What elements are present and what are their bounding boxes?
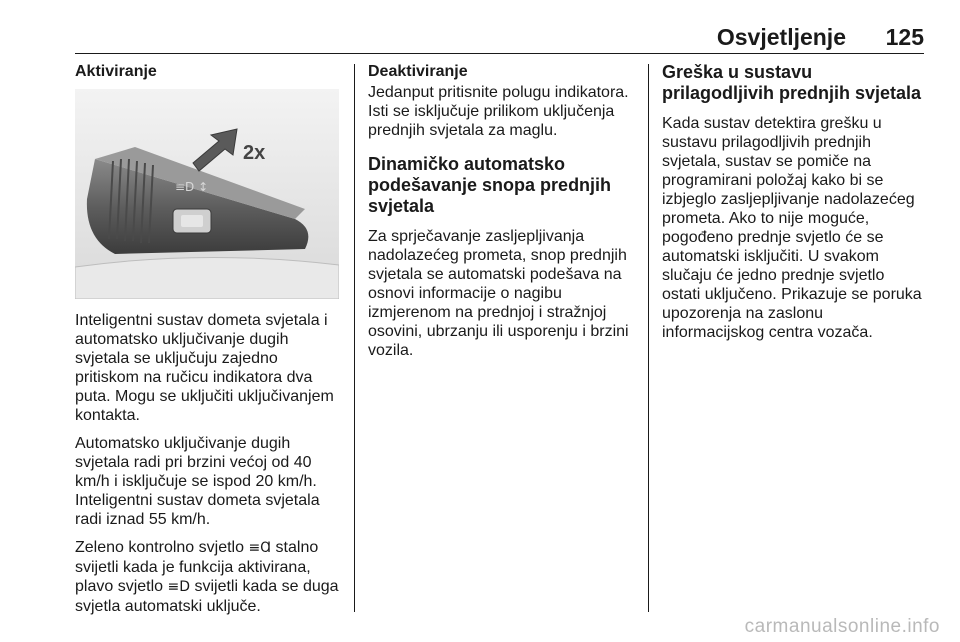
stalk-symbol: ≡D ↕ <box>175 180 209 194</box>
column-divider-1 <box>354 64 355 612</box>
push-count-label: 2x <box>243 142 266 164</box>
paragraph-1: Inteligentni sustav dometa svjetala i automatsko uključivanje dugih svjetala se uključuju zajedno pritiskom na ručicu indikatora dva puta. Mogu se uključiti uključivanjem kontakta. <box>75 312 334 424</box>
blue-highbeam-icon: ≡D <box>167 579 191 595</box>
page-number: 125 <box>885 24 924 50</box>
indicator-stalk-figure <box>75 89 339 299</box>
section-title: Osvjetljenje <box>716 24 846 50</box>
paragraph-3: Zeleno kontrolno svjetlo ≡Ɑ stalno svijetli kada je funkcija aktivirana, plavo svjetlo ≡D svijetli kada se duga svjetla automatski uključe. <box>75 539 339 615</box>
heading-afl-fault: Greška u sustavu prilagodljivih prednjih svjetala <box>662 62 922 103</box>
stalk-button-face <box>181 215 203 227</box>
column-1 <box>75 62 345 625</box>
paragraph-afl-fault: Kada sustav detektira grešku u sustavu prilagodljivih prednjih svjetala, sustav se pomiče na programirani položaj kako bi se izbjeglo zasljepljivanje nadolazećeg prometa. Ako to nije moguće, pogođeno prednje svjetlo će se automatski isključiti. U svakom slučaju će jedno prednje svjetlo ostati uključeno. Prikazuje se poruka upozorenja na zaslonu informacijskog centra vozača. <box>662 115 922 341</box>
page-header <box>0 0 960 60</box>
column-divider-2 <box>648 64 649 612</box>
watermark-text: carmanualsonline.info <box>744 616 940 637</box>
subheading-deaktiviranje: Deaktiviranje <box>368 63 468 80</box>
header-rule <box>75 53 924 54</box>
heading-dynamic-leveling: Dinamičko automatsko podešavanje snopa prednjih svjetala <box>368 154 612 216</box>
column-3 <box>662 62 924 351</box>
paragraph-dynamic-leveling: Za sprječavanje zasljepljivanja nadolazećeg prometa, snop prednjih svjetala se automatski podešava na osnovi informacije o nagibu izmjerenom na prednjoj i stražnjoj osovini, ubrzanju ili usporenju i brzini vozila. <box>368 228 629 359</box>
dashboard-surface <box>75 257 339 299</box>
green-highbeam-assist-icon: ≡Ɑ <box>248 540 272 556</box>
paragraph-deactivate: Jedanput pritisnite polugu indikatora. Isti se isključuje prilikom uključenja prednjih svjetala za maglu. <box>368 84 629 139</box>
subheading-aktiviranje: Aktiviranje <box>75 63 157 80</box>
column-2 <box>368 62 638 369</box>
paragraph-2: Automatsko uključivanje dugih svjetala radi pri brzini većoj od 40 km/h i isključuje se ispod 20 km/h. Inteligentni sustav dometa svjetala radi iznad 55 km/h. <box>75 435 320 528</box>
